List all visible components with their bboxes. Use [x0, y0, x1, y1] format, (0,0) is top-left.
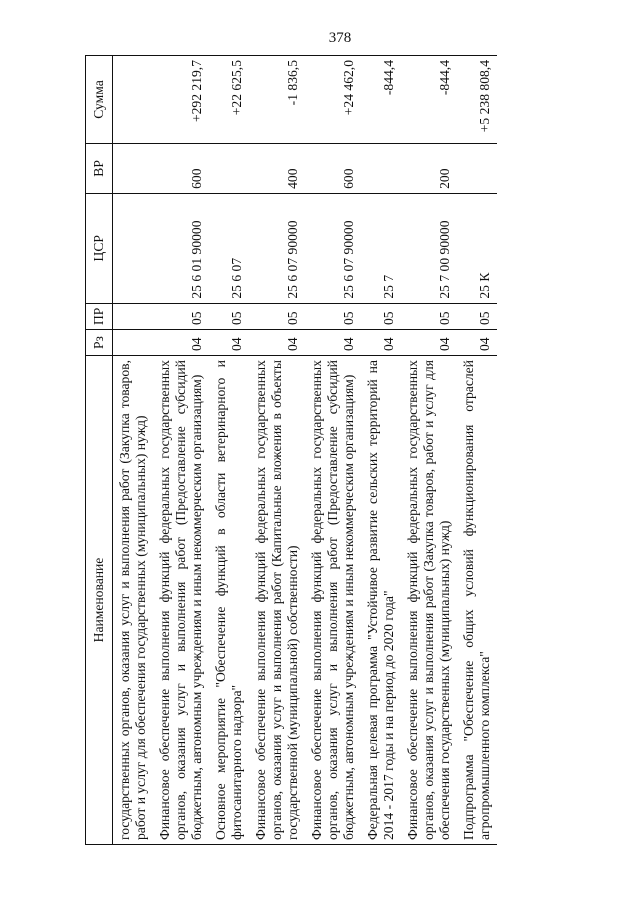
table-header-row: [86, 56, 113, 845]
row-pr: 05: [249, 303, 305, 329]
budget-table: [85, 55, 497, 845]
row-rz: [113, 330, 154, 356]
row-csr: 25 6 01 90000: [153, 193, 209, 303]
row-pr: 05: [305, 303, 361, 329]
row-sum: -1 836,5: [249, 56, 305, 144]
row-rz: 04: [401, 330, 457, 356]
row-pr: 05: [457, 303, 497, 329]
header-pr: ПР: [86, 303, 113, 329]
row-sum: +292 219,7: [153, 56, 209, 144]
row-pr: 05: [153, 303, 209, 329]
row-sum: +5 238 808,4: [457, 56, 497, 144]
row-rz: 04: [249, 330, 305, 356]
header-csr: ЦСР: [86, 193, 113, 303]
row-rz: 04: [361, 330, 401, 356]
row-sum: -844,4: [361, 56, 401, 144]
row-name: Финансовое обеспечение выполнения функций федеральных государственных органов, оказания услуг и выполнения работ (Предоставление субсидий бюджетным, автономным учреждениям и иным некоммерческим организациям): [153, 356, 209, 845]
row-sum: +22 625,5: [209, 56, 249, 144]
row-vr: [209, 143, 249, 193]
header-sum: Сумма: [86, 56, 113, 144]
row-csr: 25 6 07 90000: [305, 193, 361, 303]
table-row: [401, 56, 457, 845]
table-row: [153, 56, 209, 845]
table-row: [249, 56, 305, 845]
header-vr: ВР: [86, 143, 113, 193]
rotated-table-container: [85, 55, 640, 845]
row-vr: 200: [401, 143, 457, 193]
table-row: [361, 56, 401, 845]
row-vr: 600: [305, 143, 361, 193]
row-vr: 600: [153, 143, 209, 193]
row-name: Федеральная целевая программа "Устойчивое развитие сельских территорий на 2014 - 2017 годы и на период до 2020 года": [361, 356, 401, 845]
header-rz: Рз: [86, 330, 113, 356]
header-name: Наименование: [86, 356, 113, 845]
row-pr: [113, 303, 154, 329]
row-name: Основное мероприятие "Обеспечение функций в области ветеринарного и фитосанитарного надзора": [209, 356, 249, 845]
table-row: [305, 56, 361, 845]
row-rz: 04: [153, 330, 209, 356]
table-row: [113, 56, 154, 845]
row-rz: 04: [209, 330, 249, 356]
row-csr: 25 7 00 90000: [401, 193, 457, 303]
row-name: Финансовое обеспечение выполнения функций федеральных государственных органов, оказания услуг и выполнения работ (Капитальные вложения в объекты государственной (муниципальной) собственности): [249, 356, 305, 845]
page-number: 378: [328, 30, 352, 46]
row-rz: 04: [457, 330, 497, 356]
row-pr: 05: [361, 303, 401, 329]
row-name: Подпрограмма "Обеспечение общих условий функционирования отраслей агропромышленного комплекса": [457, 356, 497, 845]
row-vr: [113, 143, 154, 193]
row-csr: 25 К: [457, 193, 497, 303]
row-sum: [113, 56, 154, 144]
row-csr: 25 6 07 90000: [249, 193, 305, 303]
row-name: государственных органов, оказания услуг и выполнения работ (Закупка товаров, работ и услуг для обеспечения государственных (муниципальных) нужд): [113, 356, 154, 845]
table-row: [209, 56, 249, 845]
row-vr: 400: [249, 143, 305, 193]
row-vr: [457, 143, 497, 193]
row-rz: 04: [305, 330, 361, 356]
row-sum: -844,4: [401, 56, 457, 144]
row-name: Финансовое обеспечение выполнения функций федеральных государственных органов, оказания услуг и выполнения работ (Предоставление субсидий бюджетным, автономным учреждениям и иным некоммерческим организациям): [305, 356, 361, 845]
row-sum: +24 462,0: [305, 56, 361, 144]
table-row: [457, 56, 497, 845]
row-vr: [361, 143, 401, 193]
row-csr: 25 7: [361, 193, 401, 303]
row-csr: 25 6 07: [209, 193, 249, 303]
row-pr: 05: [401, 303, 457, 329]
row-pr: 05: [209, 303, 249, 329]
row-name: Финансовое обеспечение выполнения функций федеральных государственных органов, оказания услуг и выполнения работ (Закупка товаров, работ и услуг для обеспечения государственных (муниципальных) нужд): [401, 356, 457, 845]
row-csr: [113, 193, 154, 303]
